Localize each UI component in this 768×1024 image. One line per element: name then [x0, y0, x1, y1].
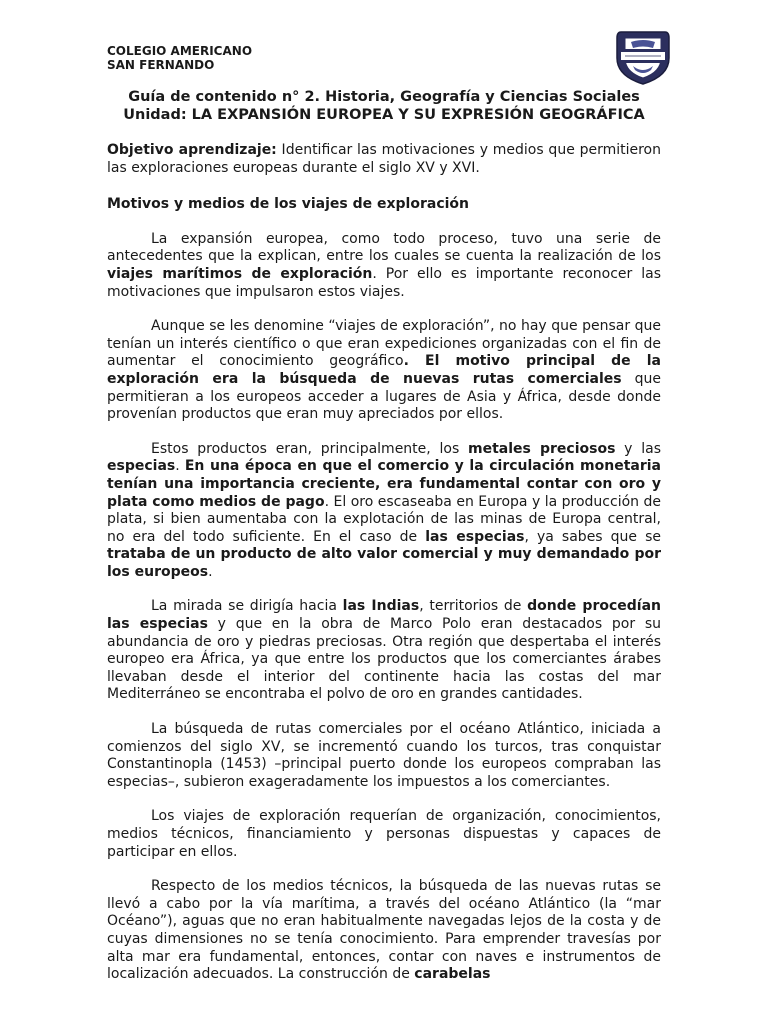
section-heading: Motivos y medios de los viajes de exploración	[107, 196, 469, 213]
school-name-line2: SAN FERNANDO	[107, 58, 215, 72]
text-run: que permitieran a los europeos acceder a lugares de Asia y África, desde donde provenían productos que eran muy apreciados por ellos.	[107, 370, 661, 423]
text-run: y las	[615, 440, 661, 457]
text-run: . El oro escaseaba en Europa y la producción de plata, si bien aumentaba con la explotación de las minas de Europa central, no era del todo suficiente. En el caso de	[107, 493, 661, 545]
paragraph-5: La búsqueda de rutas comerciales por el océano Atlántico, iniciada a comienzos del siglo XV, se incrementó cuando los turcos, tras conquistar Constantinopla (1453) –principal puerto donde los europeos compraban las especias–, subieron exageradamente los impuestos a los comerciantes.	[107, 721, 661, 790]
bold-run: . El motivo principal de la exploración era la búsqueda de nuevas rutas comerciales	[107, 353, 662, 387]
text-run: La mirada se dirigía hacia	[151, 598, 343, 615]
bold-run: trataba de un producto de alto valor comercial y muy demandado por los europeos	[107, 546, 661, 580]
bold-run: carabelas	[414, 966, 491, 983]
bold-run: En una época en que el comercio y la circulación monetaria tenían una importancia creciente, era fundamental contar con oro y plata como medios de pago	[107, 458, 661, 510]
text-run: La expansión europea, como todo proceso, tuvo una serie de antecedentes que la explican, entre los cuales se cuenta la realización de los	[107, 230, 661, 265]
bold-run: viajes marítimos de exploración	[107, 265, 373, 282]
bold-run: especias	[107, 458, 176, 475]
text-run: .	[175, 458, 185, 475]
title-line2: Unidad: LA EXPANSIÓN EUROPEA Y SU EXPRESIÓN GEOGRÁFICA	[123, 107, 645, 123]
paragraph-7	[107, 878, 661, 984]
text-run: , ya sabes que se	[524, 528, 661, 545]
text-run: Estos productos eran, principalmente, los	[151, 440, 468, 457]
document-title	[107, 88, 661, 124]
objective-label: Objetivo aprendizaje:	[107, 142, 277, 158]
paragraph-3	[107, 441, 661, 582]
bold-run: metales preciosos	[467, 440, 616, 457]
school-crest-icon	[615, 28, 671, 86]
document-body	[107, 142, 661, 1001]
text-run: .	[208, 563, 213, 580]
document-page	[107, 0, 661, 1024]
text-run: Respecto de los medios técnicos, la búsqueda de las nuevas rutas se llevó a cabo por la vía marítima, a través del océano Atlántico (la “mar Océano”), aguas que no eran habitualmente navegadas lejos de la costa y de cuyas dimensiones no se tenía conocimiento. Para emprender travesías por alta mar era fundamental, entonces, contar con naves e instrumentos de localización adecuados. La construcción de	[107, 878, 661, 983]
text-run: , territorios de	[419, 598, 528, 615]
text-run: Aunque se les denomine “viajes de exploración”, no hay que pensar que tenían un interés científico o que eran expediciones organizadas con el fin de aumentar el conocimiento geográfico	[107, 318, 661, 370]
title-line1: Guía de contenido n° 2. Historia, Geografía y Ciencias Sociales	[128, 89, 640, 105]
text-run: . Por ello es importante reconocer las motivaciones que impulsaron estos viajes.	[107, 265, 662, 300]
paragraph-2	[107, 318, 661, 424]
school-name-line1: COLEGIO AMERICANO	[107, 44, 253, 58]
bold-run: las Indias	[342, 598, 420, 615]
paragraph-4	[107, 598, 661, 704]
bold-run: donde procedían las especias	[107, 598, 662, 633]
school-name	[107, 44, 252, 72]
bold-run: las especias	[425, 528, 525, 545]
objective-paragraph	[107, 142, 661, 177]
objective-text: Identificar las motivaciones y medios que permitieron las exploraciones europeas durante el siglo XV y XVI.	[107, 142, 661, 176]
paragraph-1	[107, 231, 661, 301]
paragraph-6: Los viajes de exploración requerían de organización, conocimientos, medios técnicos, financiamiento y personas dispuestas y capaces de participar en ellos.	[107, 808, 661, 860]
text-run: y que en la obra de Marco Polo eran destacados por su abundancia de oro y piedras preciosas. Otra región que despertaba el interés europeo era África, ya que entre los productos que los comerciantes árabes llevaban desde el interior del continente hacia las costas del mar Mediterráneo se encontraba el polvo de oro en grandes cantidades.	[107, 616, 661, 703]
